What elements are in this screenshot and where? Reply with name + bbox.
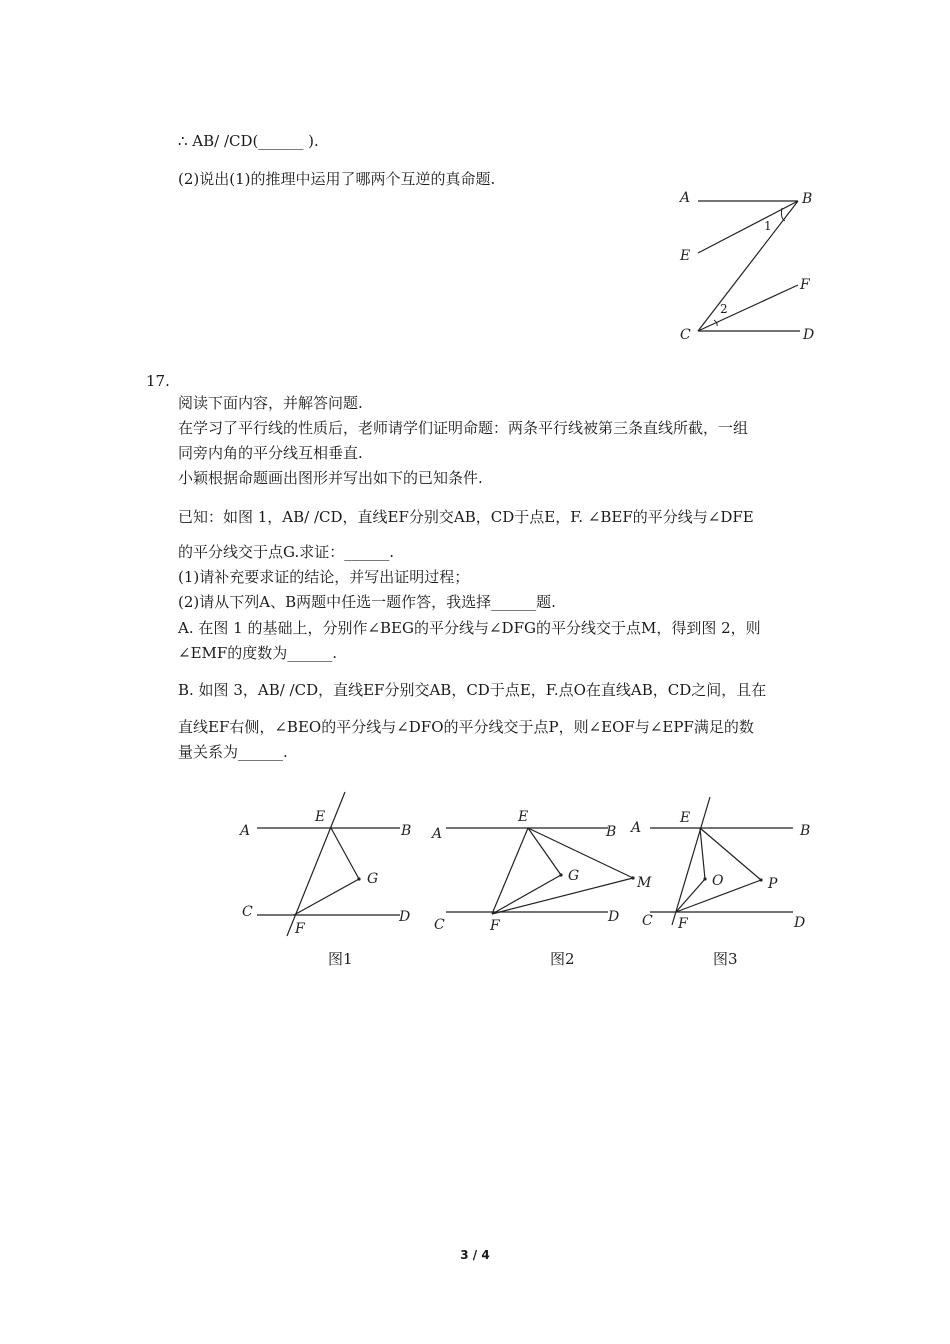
q17-line: 直线EF右侧，∠BEO的平分线与∠DFO的平分线交于点P，则∠EOF与∠EPF满足的数 xyxy=(178,718,754,736)
label-B: B xyxy=(401,823,412,839)
q17-line: A. 在图 1 的基础上，分别作∠BEG的平分线与∠DFG的平分线交于点M，得到图 2，则 xyxy=(178,619,761,637)
q17-figure-1 xyxy=(235,790,425,940)
page-number: 3 / 4 xyxy=(460,1248,490,1262)
label-D: D xyxy=(399,909,411,925)
label-D: D xyxy=(803,327,815,343)
q17-figure-2 xyxy=(428,790,658,940)
label-E: E xyxy=(518,809,529,825)
q17-line: 量关系为______. xyxy=(178,743,288,761)
q17-line: 在学习了平行线的性质后，老师请学们证明命题：两条平行线被第三条直线所截，一组 xyxy=(178,419,749,437)
label-M: M xyxy=(637,875,652,891)
fig1-caption: 图1 xyxy=(328,950,353,968)
q17-line: 同旁内角的平分线互相垂直. xyxy=(178,444,363,462)
label-F: F xyxy=(295,921,305,937)
label-A: A xyxy=(240,823,251,839)
q17-line: 阅读下面内容，并解答问题. xyxy=(178,394,363,412)
q17-figure-3 xyxy=(628,790,823,940)
q17-line: ∠EMF的度数为______. xyxy=(178,644,338,662)
label-G: G xyxy=(367,871,379,887)
q17-line: B. 如图 3，AB/ /CD，直线EF分别交AB，CD于点E，F.点O在直线AB，CD之间，且在 xyxy=(178,681,767,699)
q16-figure xyxy=(670,185,830,350)
label-A: A xyxy=(432,826,443,842)
label-C: C xyxy=(242,904,253,920)
q17-line: (2)请从下列A、B两题中任选一题作答，我选择______题. xyxy=(178,593,556,611)
label-F: F xyxy=(800,277,810,293)
label-B: B xyxy=(802,191,813,207)
label-F: F xyxy=(490,918,500,934)
q16-conclusion-line: ∴ AB/ /CD(______ ). xyxy=(178,132,319,150)
label-C: C xyxy=(680,327,691,343)
label-F: F xyxy=(678,916,688,932)
label-angle2: 2 xyxy=(720,302,728,316)
label-A: A xyxy=(631,820,642,836)
label-A: A xyxy=(680,190,691,206)
q17-line: 已知：如图 1，AB/ /CD，直线EF分别交AB，CD于点E，F. ∠BEF的平分线与∠DFE xyxy=(178,508,754,526)
q17-line: (1)请补充要求证的结论，并写出证明过程； xyxy=(178,568,470,586)
q17-line: 的平分线交于点G.求证：______. xyxy=(178,543,394,561)
label-C: C xyxy=(434,917,445,933)
q16-part2-line: (2)说出(1)的推理中运用了哪两个互逆的真命题. xyxy=(178,170,496,188)
label-B: B xyxy=(800,823,811,839)
label-E: E xyxy=(680,810,691,826)
q17-line: 小颖根据命题画出图形并写出如下的已知条件. xyxy=(178,469,483,487)
label-G: G xyxy=(568,868,580,884)
label-E: E xyxy=(680,248,691,264)
label-O: O xyxy=(712,873,724,889)
label-angle1: 1 xyxy=(764,219,772,233)
label-D: D xyxy=(608,909,620,925)
fig3-caption: 图3 xyxy=(713,950,738,968)
label-C: C xyxy=(642,913,653,929)
label-B: B xyxy=(606,824,617,840)
q17-number: 17. xyxy=(146,372,170,390)
label-D: D xyxy=(794,915,806,931)
fig2-caption: 图2 xyxy=(550,950,575,968)
label-P: P xyxy=(768,876,778,892)
label-E: E xyxy=(315,809,326,825)
